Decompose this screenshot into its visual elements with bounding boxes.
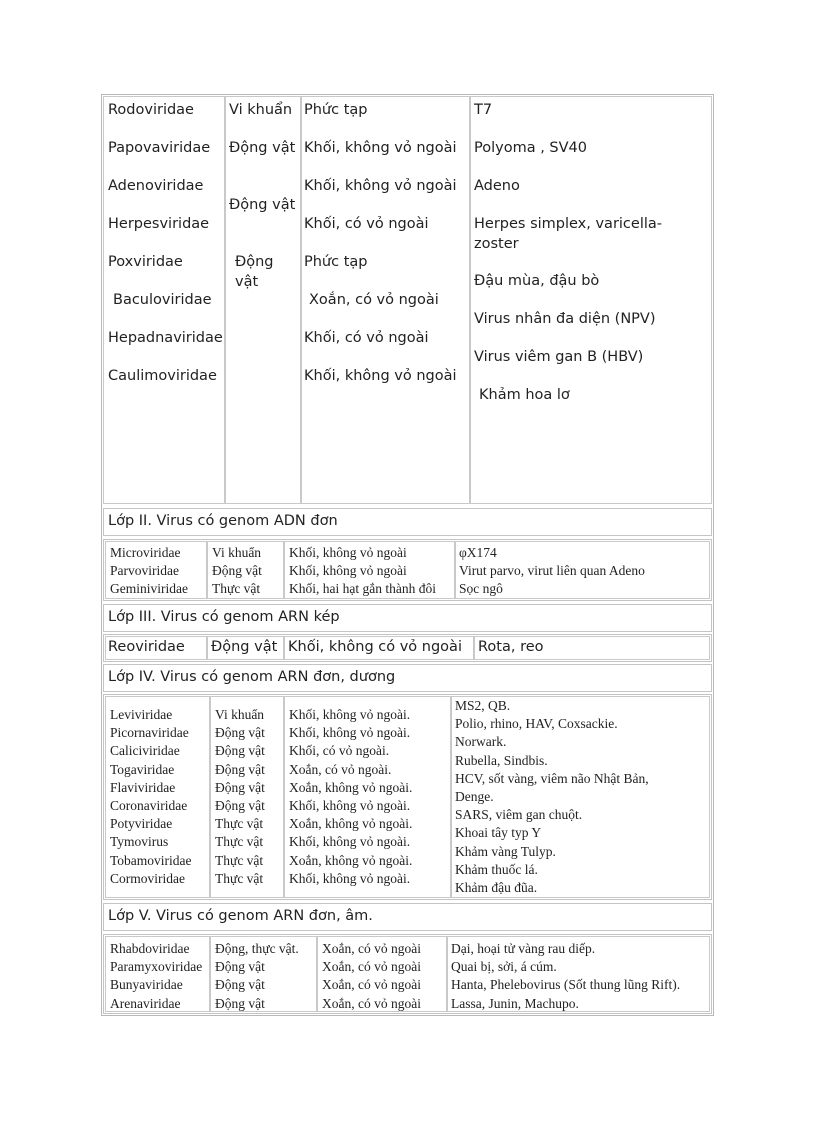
example-text: Khảm vàng Tulyp. (455, 843, 556, 859)
example-text: SARS, viêm gan chuột. (455, 807, 583, 823)
class4-heading (103, 664, 712, 692)
structure-text: Khối, không vỏ ngoài. (289, 707, 411, 722)
host-name: Động vật (229, 197, 296, 213)
structure-text: Khối, hai hạt gắn thành đôi (289, 581, 436, 597)
example-text: Khoai tây typ Y (455, 825, 542, 841)
example-text: Sọc ngô (459, 581, 503, 597)
host-name: Vi khuẩn (229, 102, 293, 118)
example-text: Polio, rhino, HAV, Coxsackie. (455, 716, 618, 732)
structure-text: Khối, không vỏ ngoài. (289, 834, 411, 850)
family-name: Rodoviridae (108, 102, 194, 118)
example-text: Denge. (455, 789, 494, 805)
family-name: Bunyaviridae (110, 977, 183, 993)
structure-text: Khối, có vỏ ngoài (304, 216, 429, 232)
host-name: Động vật (229, 140, 296, 156)
family-name: Flaviviridae (110, 779, 176, 795)
class1-family-cell (103, 96, 225, 504)
host-name: Thực vật (215, 852, 264, 868)
class5-family-cell (105, 936, 210, 1012)
family-name: Parvoviridae (110, 563, 179, 579)
host-name: Động vật (215, 798, 265, 814)
host-name: Động vật (215, 977, 265, 993)
family-name: Geminiviridae (110, 581, 188, 597)
family-name: Tobamoviridae (110, 852, 192, 868)
structure-text: Khối, không vỏ ngoài. (289, 725, 411, 741)
structure-text: Xoắn, có vỏ ngoài (309, 292, 439, 308)
host-name: Vi khuẩn (212, 545, 262, 560)
host-name: Động vật (211, 639, 278, 655)
structure-text: Xoắn, không vỏ ngoài. (289, 852, 413, 868)
example-text: Hanta, Phelebovirus (Sốt thung lũng Rift). (451, 977, 681, 993)
structure-text: Khối, không vỏ ngoài. (289, 870, 411, 886)
example-text: HCV, sốt vàng, viêm não Nhật Bản, (455, 770, 649, 786)
family-name: Poxviridae (108, 254, 183, 270)
class-heading-text: Lớp II. Virus có genom ADN đơn (108, 513, 338, 529)
host-name: Thực vật (215, 816, 264, 832)
structure-text: Khối, không vỏ ngoài (289, 545, 407, 560)
family-name: Arenaviridae (110, 995, 181, 1011)
family-name: Togaviridae (110, 761, 175, 777)
family-name: Picornaviridae (110, 725, 189, 741)
family-name: Adenoviridae (108, 178, 204, 194)
class3-heading (103, 604, 712, 632)
family-name: Hepadnaviridae (108, 330, 223, 346)
host-name: Động vật (215, 995, 265, 1011)
class1-host-cell (225, 96, 301, 504)
class4-host-cell (210, 696, 284, 898)
class3-structure-cell (284, 636, 474, 660)
host-name: Thực vật (212, 581, 261, 597)
example-text: Rubella, Sindbis. (455, 752, 548, 768)
family-name: Caliciviridae (110, 743, 180, 759)
class4-structure-cell (284, 696, 451, 898)
host-name: Động vật (215, 761, 265, 777)
class3-family-cell (105, 636, 207, 660)
example-text: T7 (474, 102, 493, 118)
class2-heading (103, 508, 712, 536)
example-text: Đậu mùa, đậu bò (474, 273, 600, 289)
example-text: Dại, hoại tử vàng rau diếp. (451, 941, 596, 956)
host-name: Động vật (235, 254, 274, 290)
example-text: Virus viêm gan B (HBV) (474, 349, 644, 365)
host-name: Động vật (215, 743, 265, 759)
class4-example-cell (451, 696, 710, 898)
example-text: Norwark. (455, 734, 507, 750)
class5-host-cell (210, 936, 317, 1012)
family-name: Herpesviridae (108, 216, 210, 232)
family-name: Paramyxoviridae (110, 959, 203, 975)
example-text: Polyoma , SV40 (474, 140, 587, 156)
class-heading-text: Lớp III. Virus có genom ARN kép (108, 609, 340, 625)
family-name: Baculoviridae (113, 292, 212, 308)
example-text: Khảm thuốc lá. (455, 861, 538, 877)
host-name: Vi khuẩn (215, 707, 265, 722)
example-text: Rota, reo (478, 639, 544, 655)
class2-family-cell (105, 541, 207, 599)
class5-example-cell (447, 936, 710, 1012)
class4-family-cell (105, 696, 210, 898)
family-name: Caulimoviridae (108, 368, 217, 384)
class2-structure-cell (284, 541, 455, 599)
example-text: φX174 (459, 545, 497, 560)
class2-example-cell (455, 541, 710, 599)
family-name: Potyviridae (110, 816, 173, 832)
family-name: Reoviridae (108, 639, 185, 655)
structure-text: Xoắn, không vỏ ngoài. (289, 816, 413, 832)
structure-text: Xoắn, có vỏ ngoài (322, 977, 421, 993)
structure-text: Phức tạp (304, 254, 368, 270)
structure-text: Khối, không vỏ ngoài (304, 140, 457, 156)
class3-example-cell (474, 636, 710, 660)
family-name: Microviridae (110, 545, 181, 560)
example-text: Herpes simplex, varicella-zoster (474, 216, 663, 252)
example-text: Lassa, Junin, Machupo. (451, 995, 579, 1011)
class3-host-cell (207, 636, 284, 660)
structure-text: Khối, có vỏ ngoài (304, 330, 429, 346)
class-heading-text: Lớp V. Virus có genom ARN đơn, âm. (108, 908, 373, 924)
structure-text: Xoắn, có vỏ ngoài (322, 941, 421, 956)
class1-structure-cell (301, 96, 470, 504)
example-text: MS2, QB. (455, 698, 511, 713)
family-name: Coronaviridae (110, 798, 188, 814)
host-name: Động vật (215, 959, 265, 975)
structure-text: Khối, không vỏ ngoài (304, 178, 457, 194)
family-name: Papovaviridae (108, 140, 211, 156)
structure-text: Xoắn, có vỏ ngoài (322, 959, 421, 975)
structure-text: Khối, không có vỏ ngoài (288, 639, 462, 655)
family-name: Leviviridae (110, 707, 173, 722)
structure-text: Xoắn, có vỏ ngoài. (289, 761, 392, 777)
class5-heading (103, 903, 712, 931)
example-text: Adeno (474, 178, 520, 194)
structure-text: Khối, không vỏ ngoài (289, 563, 407, 579)
family-name: Cormoviridae (110, 870, 185, 886)
structure-text: Xoắn, có vỏ ngoài (322, 995, 421, 1011)
host-name: Động, thực vật. (215, 941, 299, 956)
structure-text: Xoắn, không vỏ ngoài. (289, 779, 413, 795)
family-name: Tymovirus (110, 834, 169, 850)
class1-example-cell (470, 96, 712, 504)
class-heading-text: Lớp IV. Virus có genom ARN đơn, dương (108, 669, 396, 685)
example-text: Virus nhân đa diện (NPV) (474, 311, 656, 327)
structure-text: Khối, không vỏ ngoài. (289, 798, 411, 814)
host-name: Động vật (215, 779, 265, 795)
structure-text: Khối, có vỏ ngoài. (289, 743, 390, 759)
example-text: Khảm hoa lơ (479, 387, 570, 403)
class5-structure-cell (317, 936, 447, 1012)
structure-text: Khối, không vỏ ngoài (304, 368, 457, 384)
host-name: Thực vật (215, 870, 264, 886)
structure-text: Phức tạp (304, 102, 368, 118)
example-text: Quai bị, sởi, á cúm. (451, 959, 557, 975)
example-text: Khảm đậu đũa. (455, 880, 538, 896)
example-text: Virut parvo, virut liên quan Adeno (459, 563, 645, 579)
host-name: Động vật (215, 725, 265, 741)
family-name: Rhabdoviridae (110, 941, 190, 956)
host-name: Thực vật (215, 834, 264, 850)
host-name: Động vật (212, 563, 262, 579)
class2-host-cell (207, 541, 284, 599)
